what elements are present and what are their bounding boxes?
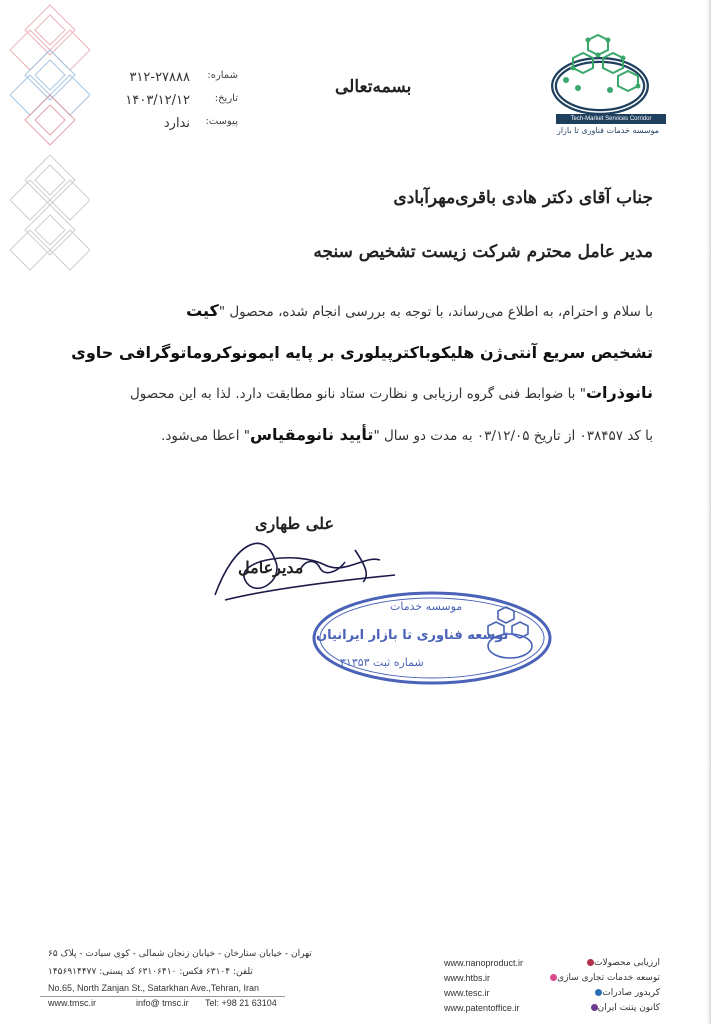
footer-phone-fa: تلفن: ۶۳۱۰۴ فکس: ۶۳۱۰۶۴۱۰ کد پستی: ۱۴۵۶۹۱۴۴۷۷ <box>48 967 253 977</box>
bullet-icon <box>591 1004 598 1011</box>
footer-address-en: No.65, North Zanjan St., Satarkhan Ave.,Tehran, Iran <box>48 983 259 993</box>
body-line-3-bold: نانوذرات <box>585 383 653 402</box>
body-line-3-text: " با ضوابط فنی گروه ارزیابی و نظارت ستاد نانو مطابقت دارد. لذا به این محصول <box>130 386 586 402</box>
footer-link-label: کریدور صادرات <box>591 988 660 998</box>
body-line-1-bold: کیت <box>186 301 219 320</box>
footer-website[interactable]: www.tmsc.ir <box>48 998 96 1008</box>
letter-attachment-value: ندارد <box>163 116 190 131</box>
body-line-4-text-b: " اعطا می‌شود. <box>161 428 250 444</box>
letter-number-row <box>120 70 238 88</box>
body-line-1-text: با سلام و احترام، به اطلاع می‌رساند، با توجه به بررسی انجام شده، محصول " <box>218 304 653 320</box>
letter-date-label: تاریخ: <box>214 93 238 104</box>
stamp-line-2: توسعه فناوری تا بازار ایرانیان <box>316 628 509 643</box>
recipient-name: جناب آقای دکتر هادی باقری‌مهرآبادی <box>393 188 653 208</box>
body-line-4-text-a: با کد ۰۳۸۴۵۷ از تاریخ ۰۳/۱۲/۰۵ به مدت دو سال " <box>373 428 653 444</box>
letter-date-value: ۱۴۰۳/۱۲/۱۲ <box>125 93 190 108</box>
stamp-line-3: شماره ثبت ۳۱۳۵۳ <box>340 656 424 669</box>
logo-english-text: Tech-Market Services Corridor <box>556 114 666 124</box>
body-line-2-bold: تشخیص سریع آنتی‌ژن هلیکوباکترپیلوری بر پایه ایمونوکروماتوگرافی حاوی <box>71 343 653 362</box>
page-edge <box>707 0 711 1024</box>
footer-divider <box>40 996 285 997</box>
signatory-name: علی طهاری <box>255 514 334 533</box>
recipient-title: مدیر عامل محترم شرکت زیست تشخیص سنجه <box>313 242 653 262</box>
body-line-4 <box>58 420 653 451</box>
footer-link-row <box>440 973 660 988</box>
signatory-role: مدیرعامل <box>238 558 304 577</box>
body-line-2 <box>58 338 653 369</box>
footer-link-url[interactable]: www.htbs.ir <box>444 973 491 983</box>
logo-persian-text: موسسه خدمات فناوری تا بازار <box>556 126 660 135</box>
footer-link-url[interactable]: www.patentoffice.ir <box>444 1003 520 1013</box>
letter-attachment-label: پیوست: <box>205 116 238 127</box>
letter-attachment-row <box>120 116 238 134</box>
bismillah-heading: بسمه‌تعالی <box>335 77 412 97</box>
footer-link-row <box>440 1003 660 1018</box>
stamp-line-1: موسسه خدمات <box>390 600 463 613</box>
decorative-diamond-pattern <box>10 0 90 290</box>
footer-address-fa: تهران - خیابان ستارخان - خیابان زنجان شمالی - کوی سیادت - پلاک ۶۵ <box>48 949 312 959</box>
letter-date-row <box>120 93 238 111</box>
bullet-icon <box>587 959 594 966</box>
footer-link-url[interactable]: www.nanoproduct.ir <box>444 958 524 968</box>
letter-number-label: شماره: <box>207 70 238 81</box>
body-line-3 <box>58 378 653 409</box>
footer-link-label: توسعه خدمات تجاری سازی <box>546 973 660 983</box>
footer-link-row <box>440 958 660 973</box>
footer-link-label: کانون پتنت ایران <box>587 1003 660 1013</box>
body-line-4-bold: تأیید نانومقیاس <box>249 425 374 444</box>
footer-link-label: ارزیابی محصولات <box>583 958 660 968</box>
footer-link-row <box>440 988 660 1003</box>
company-logo-icon <box>548 28 658 118</box>
footer-links <box>440 958 660 1018</box>
body-line-1 <box>58 296 653 327</box>
footer-tel: Tel: +98 21 63104 <box>205 998 277 1008</box>
footer-link-url[interactable]: www.tesc.ir <box>444 988 490 998</box>
letter-number-value: ۳۱۲-۲۷۸۸۸ <box>129 70 190 85</box>
footer-email[interactable]: info@ tmsc.ir <box>136 998 189 1008</box>
